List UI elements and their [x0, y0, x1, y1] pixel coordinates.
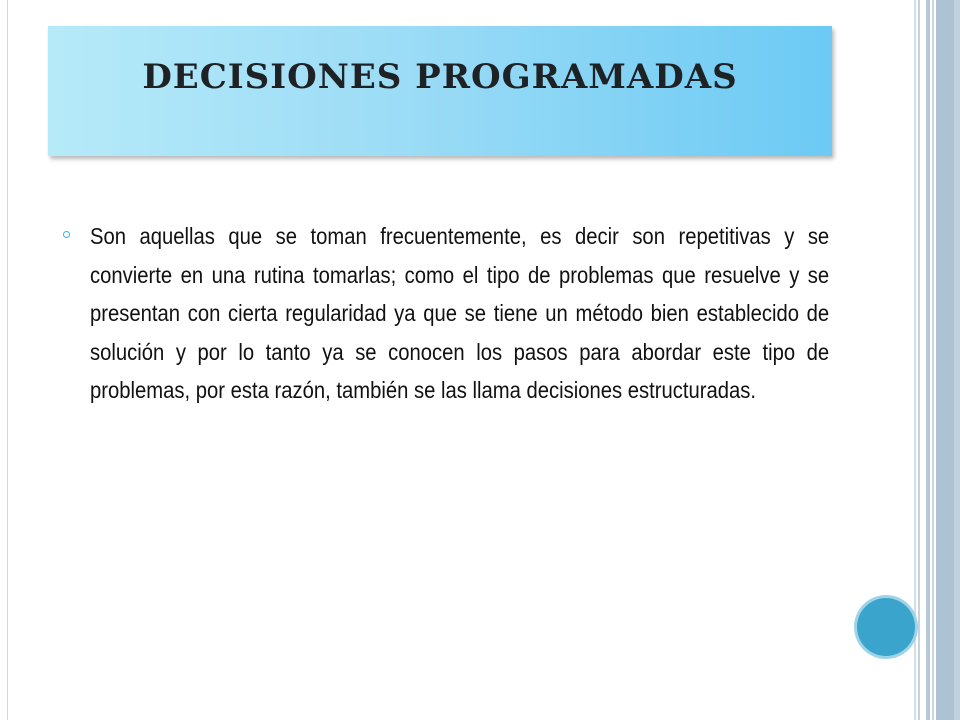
stripe [932, 0, 934, 720]
title-banner [48, 26, 832, 156]
decorative-circle-icon [857, 598, 915, 656]
stripe [954, 0, 960, 720]
slide-title: DECISIONES PROGRAMADAS [142, 57, 738, 97]
stripe [926, 0, 930, 720]
right-decorative-stripes [914, 0, 960, 720]
slide-left-border [7, 0, 8, 720]
stripe [914, 0, 916, 720]
bullet-text: Son aquellas que se toman frecuentemente, es decir son repetitivas y se convierte en una rutina tomarlas; como el tipo de problemas que resuelve y se presentan con cierta regularidad ya que se tiene un método bien establecido de solución y por lo tanto ya se conocen los pasos para abordar este tipo de problemas, por esta razón, también se las llama decisiones estructuradas. [90, 223, 830, 403]
stripe [918, 0, 920, 720]
slide-content [60, 217, 830, 410]
stripe [936, 0, 954, 720]
hollow-circle-bullet-icon [63, 231, 70, 238]
bullet-item [60, 217, 830, 410]
